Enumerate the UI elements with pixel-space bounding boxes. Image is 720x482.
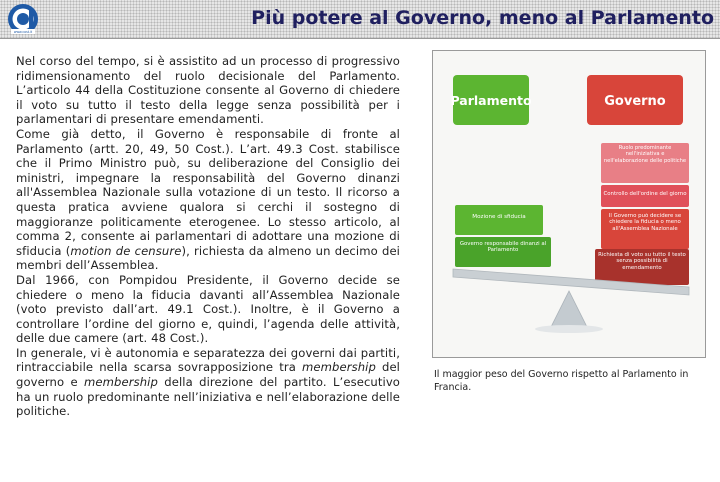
paragraph-2: Come già detto, il Governo è responsabile di fronte al Parlamento (artt. 20, 49, 50 Cost.). L’art. 49.3 Cost. stabilisce che il Primo Ministro può, su deliberazione del Consiglio dei ministri, impegnare la responsabilità del Governo dinanzi all'Assemblea Nazionale sulla votazione di un testo. Il ricorso a questa pratica avviene qualora si cerchi il sostegno di maggioranze politicamente eterogenee. Lo stesso articolo, al comma 2, consente ai parlamentari di adottare una mozione di sfiducia (motion de censure), richiesta da almeno un decimo dei membri dell’Assemblea. (16, 126, 401, 273)
parlamento-item-2: Governo responsabile dinanzi al Parlamento (459, 241, 547, 254)
parlamento-item-1: Mozione di sfiducia (472, 214, 526, 220)
paragraph-1: Nel corso del tempo, si è assistito ad un processo di progressivo ridimensionamento del ruolo decisionale del Parlamento. L’articolo 44 della Costituzione consente al Governo di chiedere il voto su tutto il testo della legge senza possibilità per i parlamentari di presentare emendamenti. (16, 54, 400, 127)
governo-item-2: Controllo dell'ordine del giorno (603, 191, 687, 197)
paragraph-4: In generale, vi è autonomia e separatezza dei governi dai partiti, rintracciabile nella scarsa sovrapposizione tra membership del governo e membership della direzione del partito. L’esecutivo ha un ruolo predominante nell’iniziativa e nell’elaborazione delle politiche. (16, 345, 400, 419)
figure-caption: Il maggior peso del Governo rispetto al Parlamento in Francia. (434, 369, 689, 393)
header-bar (0, 0, 720, 39)
balance-figure (432, 50, 706, 358)
page-title: Più potere al Governo, meno al Parlamento (251, 7, 714, 29)
main-text (16, 54, 400, 419)
balance-illustration (433, 51, 705, 357)
governo-item-1: Ruolo predominante nell'iniziativa e nell'elaborazione delle politiche (603, 145, 687, 164)
governo-item-4: Richiesta di voto su tutto il testo senza possibilità di emendamento (598, 252, 686, 271)
parlamento-label: Parlamento (450, 93, 532, 108)
governo-item-3: Il Governo può decidere se chiedere la fiducia o meno all'Assemblea Nazionale (608, 213, 682, 232)
governo-label: Governo (604, 94, 666, 109)
svg-text:www.cost.it: www.cost.it (13, 30, 33, 34)
paragraph-3: Dal 1966, con Pompidou Presidente, il Governo decide se chiedere o meno la fiducia davanti all’Assemblea Nazionale (voto previsto dall’art. 49.1 Cost.). Inoltre, è il Governo a controllare l’ordine del giorno e, quindi, l’agenda delle attività, delle due camere (art. 48 Cost.). (16, 272, 400, 346)
costituzione-logo (3, 2, 43, 36)
